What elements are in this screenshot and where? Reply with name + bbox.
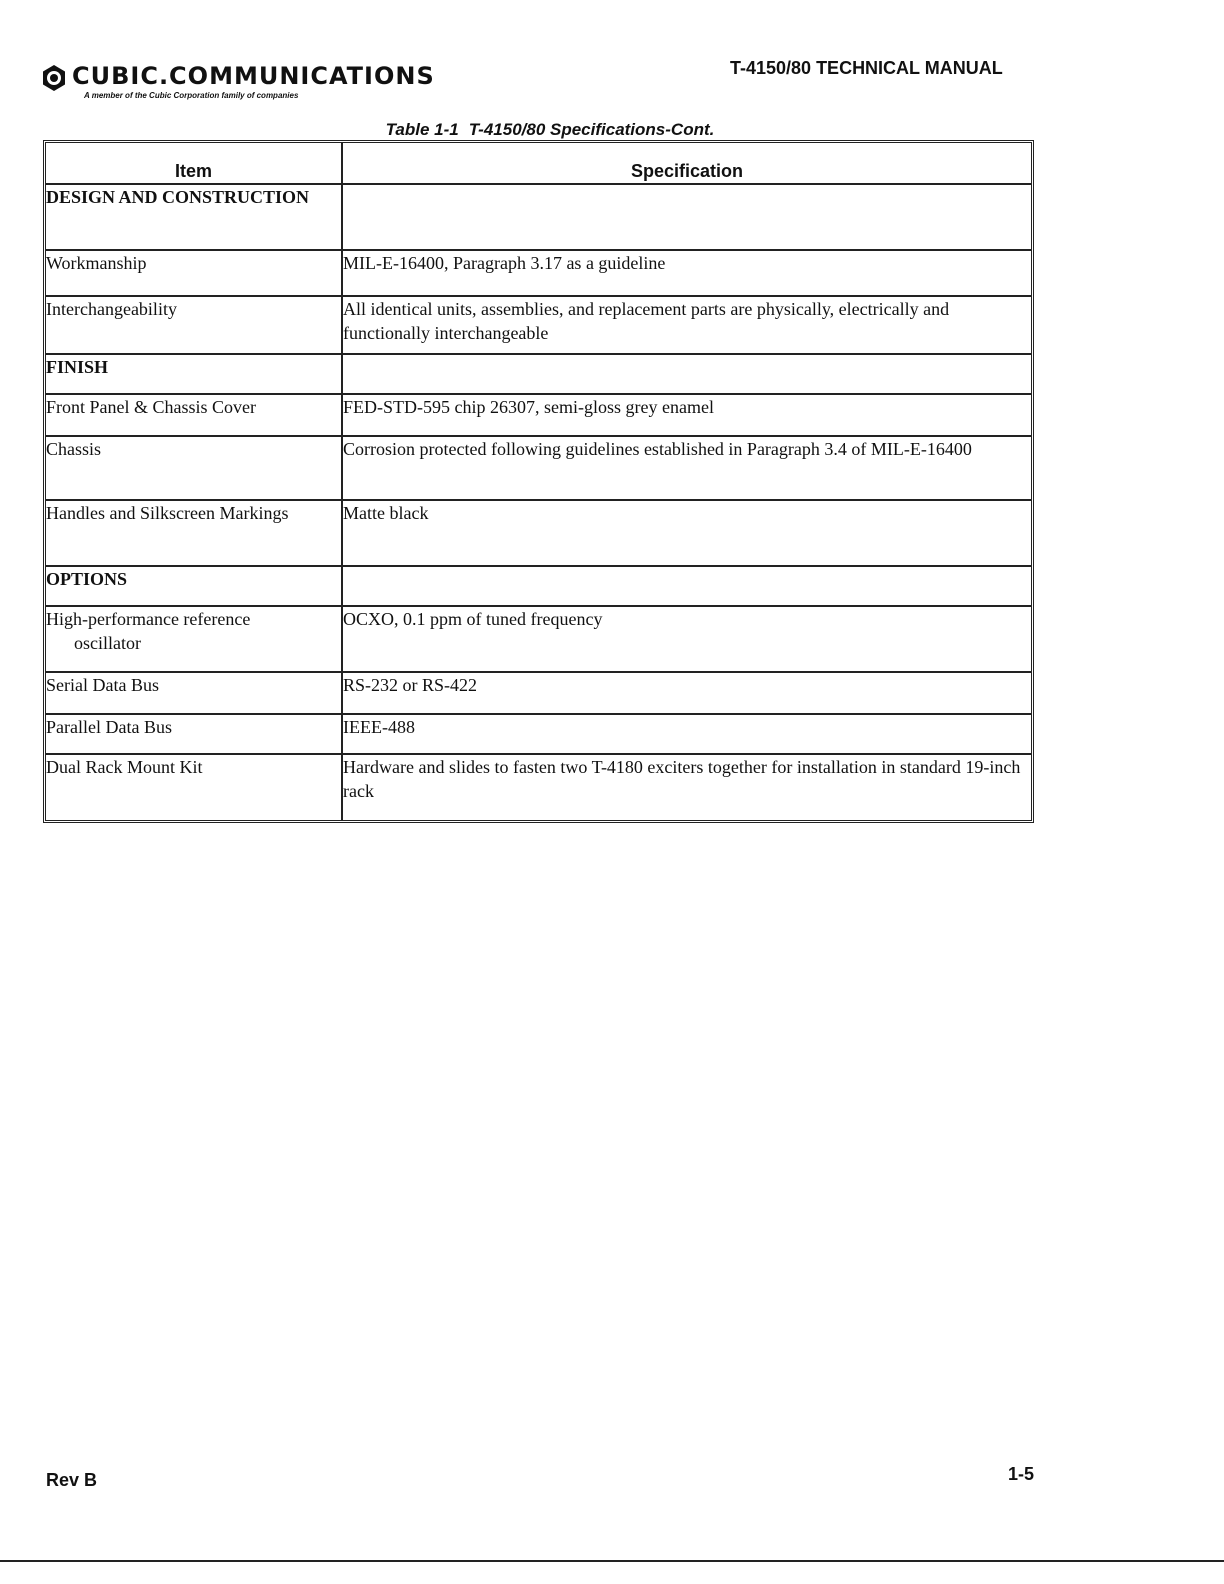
- table-row: [46, 672, 1031, 714]
- company-logo: [40, 62, 500, 106]
- item-line-continued: oscillator: [74, 633, 141, 653]
- table-row: [46, 394, 1031, 436]
- table-row: [46, 566, 1031, 606]
- bottom-rule: [0, 1560, 1224, 1562]
- spec-cell: [342, 184, 1031, 250]
- table-row: [46, 250, 1031, 296]
- category-options: OPTIONS: [46, 566, 342, 606]
- category-finish: FINISH: [46, 354, 342, 394]
- spec-cell: OCXO, 0.1 ppm of tuned frequency: [342, 606, 1031, 672]
- table-row: [46, 714, 1031, 754]
- item-cell: Parallel Data Bus: [46, 714, 342, 754]
- spec-cell: RS-232 or RS-422: [342, 672, 1031, 714]
- column-header-specification: Specification: [342, 143, 1031, 184]
- table-row: [46, 754, 1031, 820]
- spec-cell: IEEE-488: [342, 714, 1031, 754]
- spec-cell: All identical units, assemblies, and replacement parts are physically, electrically and functionally interchangeable: [342, 296, 1031, 354]
- table-row: [46, 500, 1031, 566]
- category-design-construction: DESIGN AND CONSTRUCTION: [46, 184, 342, 250]
- spec-cell: MIL-E-16400, Paragraph 3.17 as a guideline: [342, 250, 1031, 296]
- item-cell: Serial Data Bus: [46, 672, 342, 714]
- page-number: 1-5: [1008, 1464, 1035, 1484]
- spec-table: [46, 143, 1031, 820]
- table-row: [46, 606, 1031, 672]
- spec-cell: FED-STD-595 chip 26307, semi-gloss grey enamel: [342, 394, 1031, 436]
- item-cell: [46, 606, 342, 672]
- item-cell: Handles and Silkscreen Markings: [46, 500, 342, 566]
- column-header-item: Item: [46, 143, 342, 184]
- item-line: High-performance reference: [46, 609, 251, 629]
- revision-label: Rev B: [46, 1470, 98, 1490]
- table-row: [46, 436, 1031, 500]
- spec-cell: [342, 566, 1031, 606]
- spec-cell: Hardware and slides to fasten two T-4180 exciters together for installation in standard 19-inch rack: [342, 754, 1031, 820]
- table-header-row: [46, 143, 1031, 184]
- cubic-hexagon-icon: [40, 64, 68, 92]
- table-row: [46, 184, 1031, 250]
- spec-table-frame: [43, 140, 1034, 823]
- table-row: [46, 296, 1031, 354]
- manual-title: T-4150/80 TECHNICAL MANUAL: [730, 58, 1003, 78]
- spec-cell: Matte black: [342, 500, 1031, 566]
- table-row: [46, 354, 1031, 394]
- item-cell: Interchangeability: [46, 296, 342, 354]
- spec-cell: Corrosion protected following guidelines established in Paragraph 3.4 of MIL-E-16400: [342, 436, 1031, 500]
- item-cell: Dual Rack Mount Kit: [46, 754, 342, 820]
- table-caption-title: T-4150/80 Specifications-Cont.: [468, 120, 715, 139]
- item-cell: Chassis: [46, 436, 342, 500]
- item-cell: Workmanship: [46, 250, 342, 296]
- spec-cell: [342, 354, 1031, 394]
- company-name: CUBIC.COMMUNICATIONS: [72, 62, 435, 90]
- item-cell: Front Panel & Chassis Cover: [46, 394, 342, 436]
- table-caption: [0, 120, 1110, 140]
- company-tagline: A member of the Cubic Corporation family of companies: [84, 91, 299, 100]
- table-caption-number: Table 1-1: [385, 120, 459, 139]
